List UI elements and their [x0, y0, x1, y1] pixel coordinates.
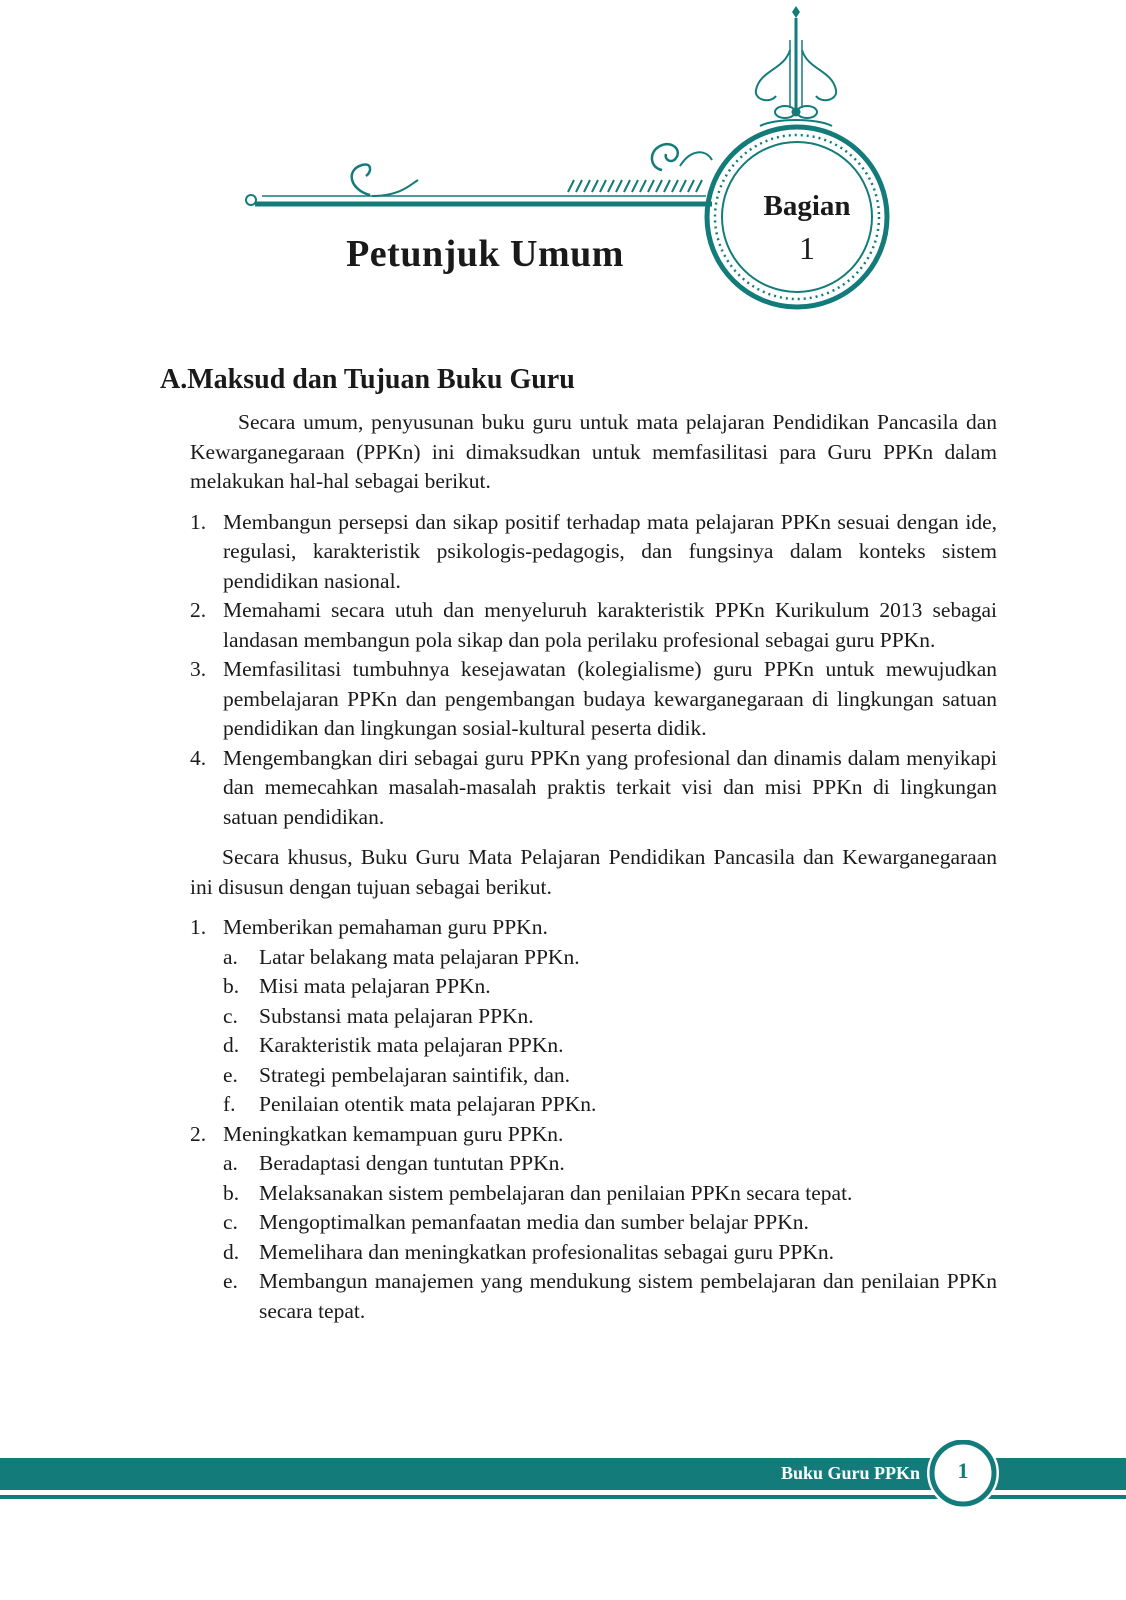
sub-list-item — [223, 1267, 997, 1326]
sub-list-text: Mengoptimalkan pemanfaatan media dan sumber belajar PPKn. — [259, 1210, 809, 1234]
section-heading: A.Maksud dan Tujuan Buku Guru — [160, 364, 575, 395]
list-text: Memahami secara utuh dan menyeluruh karakteristik PPKn Kurikulum 2013 sebagai landasan membangun pola sikap dan pola perilaku profesional sebagai guru PPKn. — [223, 598, 997, 652]
list-item — [190, 596, 997, 655]
list-item — [190, 508, 997, 597]
sub-list-item — [223, 1061, 997, 1091]
section-body — [190, 408, 997, 1326]
sub-list-letter: d. — [223, 1033, 240, 1057]
chapter-badge-label: Bagian — [763, 190, 851, 222]
sub-list-item — [223, 943, 997, 973]
purpose-list — [190, 508, 997, 833]
sub-list-item — [223, 1149, 997, 1179]
sub-list-text: Penilaian otentik mata pelajaran PPKn. — [259, 1092, 597, 1116]
list-text: Memberikan pemahaman guru PPKn. — [223, 915, 548, 939]
sub-list-letter: a. — [223, 944, 238, 969]
sub-list-item — [223, 1031, 997, 1061]
sub-list-item — [223, 1179, 997, 1209]
sub-list-letter: b. — [223, 1180, 240, 1205]
sub-list-letter: c. — [223, 1210, 238, 1234]
sub-list-text: Membangun manajemen yang mendukung sistem pembelajaran dan penilaian PPKn secara tepat. — [259, 1269, 997, 1323]
list-item — [190, 744, 997, 833]
goal-list — [190, 913, 997, 1326]
sub-list-text: Latar belakang mata pelajaran PPKn. — [259, 944, 580, 969]
sub-list-letter: d. — [223, 1239, 240, 1264]
list-item — [190, 1120, 997, 1327]
chapter-badge-number: 1 — [799, 230, 815, 266]
list-number: 2. — [190, 1121, 207, 1146]
sub-list-text: Beradaptasi dengan tuntutan PPKn. — [259, 1151, 565, 1175]
sub-list-text: Melaksanakan sistem pembelajaran dan penilaian PPKn secara tepat. — [259, 1180, 853, 1205]
chapter-ornament — [0, 0, 1126, 340]
sub-list — [223, 943, 997, 1120]
sub-list-text: Substansi mata pelajaran PPKn. — [259, 1003, 534, 1028]
list-item — [190, 655, 997, 744]
sub-list-item — [223, 1238, 997, 1268]
list-text: Membangun persepsi dan sikap positif terhadap mata pelajaran PPKn sesuai dengan ide, regulasi, karakteristik psikologis-pedagogis, dan fungsinya dalam konteks sistem pendidikan nasional. — [223, 509, 997, 593]
sub-list-item — [223, 1002, 997, 1032]
sub-list-letter: e. — [223, 1062, 238, 1087]
footer-book-title: Buku Guru PPKn — [780, 1463, 920, 1483]
list-number: 3. — [190, 657, 207, 681]
sub-list-item — [223, 972, 997, 1002]
sub-list — [223, 1149, 997, 1326]
sub-list-letter: a. — [223, 1151, 238, 1175]
intro-paragraph: Secara umum, penyusunan buku guru untuk mata pelajaran Pendidikan Pancasila dan Kewarganegaraan (PPKn) ini dimaksudkan untuk memfasilitasi para Guru PPKn dalam melakukan hal-hal sebagai berikut. — [190, 410, 997, 493]
chapter-title: Petunjuk Umum — [346, 233, 624, 275]
intro2-paragraph: Secara khusus, Buku Guru Mata Pelajaran Pendidikan Pancasila dan Kewarganegaraan ini disusun dengan tujuan sebagai berikut. — [190, 845, 997, 899]
list-number: 2. — [190, 598, 207, 622]
sub-list-letter: c. — [223, 1003, 238, 1028]
sub-list-text: Memelihara dan meningkatkan profesionalitas sebagai guru PPKn. — [259, 1239, 834, 1264]
sub-list-letter: b. — [223, 974, 240, 998]
list-text: Mengembangkan diri sebagai guru PPKn yang profesional dan dinamis dalam menyikapi dan memecahkan masalah-masalah praktis terkait visi dan misi PPKn di lingkungan satuan pendidikan. — [223, 745, 997, 829]
sub-list-letter: f. — [223, 1092, 236, 1116]
list-item — [190, 913, 997, 1120]
list-number: 1. — [190, 915, 207, 939]
sub-list-item — [223, 1208, 997, 1238]
sub-list-text: Karakteristik mata pelajaran PPKn. — [259, 1033, 564, 1057]
list-number: 4. — [190, 745, 207, 770]
list-number: 1. — [190, 509, 207, 534]
sub-list-text: Misi mata pelajaran PPKn. — [259, 974, 491, 998]
sub-list-letter: e. — [223, 1269, 238, 1293]
page-number: 1 — [957, 1458, 969, 1483]
sub-list-item — [223, 1090, 997, 1120]
footer-band — [0, 1440, 1126, 1530]
list-text: Memfasilitasi tumbuhnya kesejawatan (kolegialisme) guru PPKn untuk mewujudkan pembelajaran PPKn dan pengembangan budaya kewarganegaraan di lingkungan satuan pendidikan dan lingkungan sosial-kultural peserta didik. — [223, 657, 997, 740]
list-text: Meningkatkan kemampuan guru PPKn. — [223, 1121, 564, 1146]
sub-list-text: Strategi pembelajaran saintifik, dan. — [259, 1062, 571, 1087]
